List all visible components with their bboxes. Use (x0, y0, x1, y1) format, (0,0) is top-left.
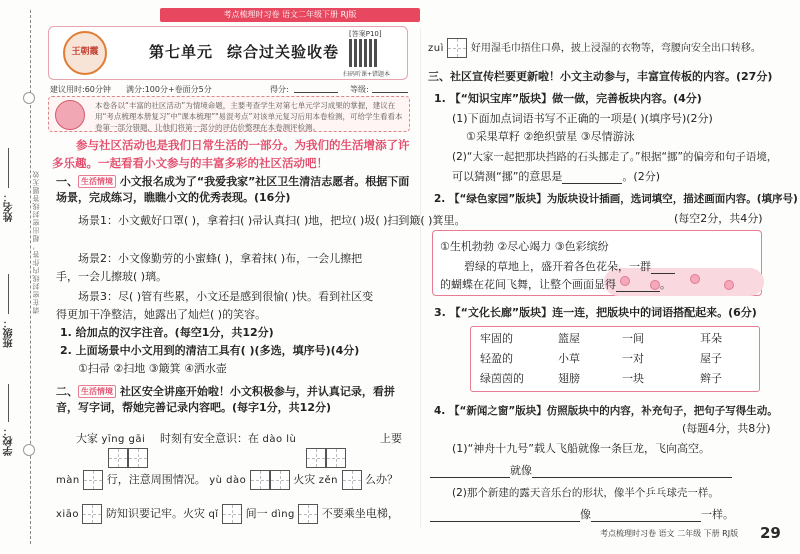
footer-info: 考点梳理时习卷 语文 二年级 下册 RJ版 (600, 529, 739, 538)
pinyin-line-3: xiāo 防知识要记牢。火灾 qǐ 间一 dìng 不要乘坐电梯， (56, 504, 399, 524)
pinyin-zui: zuì (428, 43, 444, 54)
grade-blank[interactable] (372, 84, 408, 93)
char-box[interactable] (108, 448, 128, 468)
question-3-2: 2. 【“绿色家园”版块】为版块设计插画，选词填空，描述画面内容。(填序号) (434, 193, 798, 205)
question-3-2-options: ①生机勃勃 ②尽心竭力 ③色彩缤纷 (440, 240, 609, 253)
answer-line[interactable] (651, 262, 675, 274)
question-3-1-1-options: ①采果草籽 ②绝织萤星 ③尽情游泳 (466, 130, 635, 143)
question-3-1-2b: 可以猜测“挪”的意思是 。(2分) (452, 170, 660, 183)
binding-hole (23, 444, 35, 456)
char-box[interactable] (298, 504, 318, 524)
page-title (149, 41, 353, 62)
unit-title: 第七单元 (149, 43, 214, 61)
char-box[interactable] (128, 448, 148, 468)
pinyin-line-1: 大家 yīng gāi (76, 432, 146, 445)
series-band: 考点梳理时习卷 语文二年级下册 RJ版 (160, 8, 420, 22)
scene-three-cont: 得更加干净整洁，她露出了灿烂( )的笑容。 (56, 308, 267, 321)
pinyin-line-2: màn 行，注意周围情况。 yù dào 火灾 zěn 么办？ (56, 470, 398, 490)
char-box[interactable] (270, 470, 290, 490)
question-3-4-1: (1)“神舟十九号”载人飞船就像一条巨龙，飞向高空。 (452, 442, 710, 455)
line-1-end: 上要 (380, 432, 402, 445)
char-box[interactable] (447, 38, 467, 58)
pinyin-zen: zěn (318, 475, 338, 486)
section-three-title: 三、社区宣传栏要更新啦！小文主动参与，丰富宣传板的内容。(27分) (428, 70, 773, 83)
question-3-4-score: (每题4分，共8分) (682, 422, 771, 435)
question-1-2: 2. 上面场景中小文用到的清洁工具有( )(多选，填序号)(4分) (60, 344, 360, 357)
flower-icon (690, 274, 700, 284)
match-word[interactable]: 耳朵 (700, 332, 722, 345)
score-label: 得分: (270, 85, 289, 94)
answer-line[interactable] (616, 280, 660, 292)
notice-text: 本卷各以“丰富的社区活动”为情境命题，主要考查学生对第七单元学习成果的掌握，建议在用“考点梳理本册复习”中"课本梳理”"易混考点”对该单元复习后用本卷检测，可给学生看看本卷第一部分错题，让他们将第一部分的评估价整理在本卷测评检测。 (95, 101, 403, 132)
seal-hint: 请在密封线内作答，超出密封线答题无效 (32, 170, 40, 314)
question-1-1: 1. 给加点的汉字注音。(每空1分，共12分) (60, 326, 274, 339)
context-tag: 生活情境 (78, 175, 116, 188)
question-3-4: 4. 【“新闻之窗”版块】仿照版块中的内容，补充句子，把句子写得生动。 (434, 405, 778, 417)
match-word[interactable]: 一块 (622, 372, 644, 385)
section-one-title: 一、 生活情境 小文报名成为了“我爱我家”社区卫生清洁志愿者。根据下面场景，完成练习，瞧瞧小文的优秀表现。(16分) (56, 175, 410, 204)
match-word[interactable]: 一间 (622, 332, 644, 345)
scene-three-line: 场景3：尽( )管有些累，小文还是感到很愉( )快。看到社区变 (78, 290, 374, 303)
question-3-4-1-answer: 就像 (430, 464, 732, 478)
qr-code-icon[interactable] (349, 39, 379, 67)
school-line[interactable] (8, 384, 9, 422)
char-box[interactable] (222, 504, 242, 524)
binding-hole (23, 92, 35, 104)
match-word[interactable]: 一对 (622, 352, 644, 365)
pinyin-yudao: yù dào (209, 475, 247, 486)
char-box[interactable] (306, 448, 326, 468)
answer-boxes-2 (306, 448, 346, 468)
match-word[interactable]: 翅膀 (558, 372, 580, 385)
name-line[interactable] (8, 148, 9, 188)
question-3-2-line2: 的蝴蝶在花间飞舞，让整个画面显得 。 (440, 278, 671, 291)
answer-line[interactable] (430, 466, 510, 478)
question-3-1: 1. 【“知识宝库”版块】做一做，完善板块内容。(4分) (434, 92, 702, 105)
binding-strip (0, 0, 44, 554)
question-3-1-1: (1)下面加点词语书写不正确的一项是( )(填序号)(2分) (452, 112, 713, 125)
question-3-4-2-answer: 像 一样。 (430, 508, 734, 522)
question-3-1-2: (2)“大家一起把那块挡路的石头挪走了。”根据“挪”的偏旁和句子语境， (452, 151, 778, 163)
main-title: 综合过关验收卷 (227, 43, 340, 61)
match-word[interactable]: 屋子 (700, 352, 722, 365)
grade-label: 等级: (350, 85, 369, 94)
notice-box (48, 96, 410, 132)
match-word[interactable]: 小草 (558, 352, 580, 365)
intro-text: 参与社区活动也是我们日常生活的一部分。为我们的生活增添了许多乐趣。一起看看小文参与的丰富多彩的社区活动吧！ (52, 138, 410, 170)
char-box[interactable] (83, 470, 103, 490)
brand-logo: 王朝霞 (63, 31, 107, 75)
total-score: 满分:100分+卷面分5分 (126, 85, 212, 94)
pinyin-line-4: zuì 好用湿毛巾捂住口鼻，披上浸湿的衣物等，弯腰向安全出口转移。 (428, 38, 761, 58)
pinyin-line-1-mid: 时刻有安全意识：在 dào lù (160, 432, 297, 445)
match-word[interactable]: 绿茵茵的 (480, 372, 524, 385)
section-two-title: 二、 生活情境 社区安全讲座开始啦！小文积极参与，并认真记录，看拼音，写字词，帮她完善记录内容吧。(每字1分，共12分) (56, 385, 395, 414)
class-line[interactable] (8, 274, 9, 314)
char-box[interactable] (342, 470, 362, 490)
question-3-2-line1: 碧绿的草地上，盛开着各色花朵，一群 (464, 260, 675, 274)
scene-two-cont: 手，一会儿擦玻( )璃。 (56, 270, 168, 283)
title-header (48, 26, 408, 80)
pinyin-ding: dìng (271, 509, 295, 520)
answer-line[interactable] (430, 510, 580, 522)
flower-icon (724, 280, 734, 290)
char-box[interactable] (250, 470, 270, 490)
column-divider (420, 28, 421, 528)
question-3-3: 3. 【“文化长廊”版块】连一连，把版块中的词语搭配起来。(6分) (434, 306, 757, 319)
pinyin-yinggai: yīng gāi (101, 434, 146, 445)
match-word[interactable]: 辫子 (700, 372, 722, 385)
match-word[interactable]: 轻盈的 (480, 352, 513, 365)
answer-line[interactable] (562, 172, 622, 184)
pinyin-qi: qǐ (208, 509, 219, 520)
match-word[interactable]: 篮屋 (558, 332, 580, 345)
question-3-2-score: (每空2分，共4分) (674, 212, 763, 225)
question-3-4-2: (2)那个新建的露天音乐台的形状，像半个乒乓球壳一样。 (452, 487, 719, 499)
answer-line[interactable] (532, 466, 732, 478)
char-box[interactable] (326, 448, 346, 468)
pinyin-man: màn (56, 475, 80, 486)
class-label: 班级： (4, 318, 15, 348)
pinyin-xiao: xiāo (56, 509, 79, 520)
scene-one-line: 场景1：小文戴好口罩( )，拿着扫( )帚认真扫( )地，把垃( )圾( )扫到簸( )箕里。 (78, 214, 466, 227)
scene-two-line: 场景2：小文像勤劳的小蜜蜂( )，拿着抹( )布，一会儿擦把 (78, 252, 363, 265)
school-label: 学校： (4, 426, 15, 456)
answer-boxes-1 (78, 448, 148, 468)
mascot-icon (55, 100, 85, 130)
page-number: 29 (760, 524, 781, 542)
qr-caption: 扫码听课+错题本 (343, 71, 391, 78)
name-label: 姓名： (4, 192, 15, 222)
match-word[interactable]: 牢固的 (480, 332, 513, 345)
suggested-time: 建议用时:60分钟 (50, 85, 111, 94)
context-tag: 生活情境 (78, 385, 116, 398)
pinyin-daolu: dào lù (262, 434, 297, 445)
answer-reference: [答案P10] (349, 30, 382, 38)
answer-line[interactable] (591, 510, 701, 522)
question-1-2-options: ①扫帚 ②扫地 ③簸箕 ④洒水壶 (78, 362, 227, 375)
score-blank[interactable] (294, 84, 338, 93)
char-box[interactable] (82, 504, 102, 524)
